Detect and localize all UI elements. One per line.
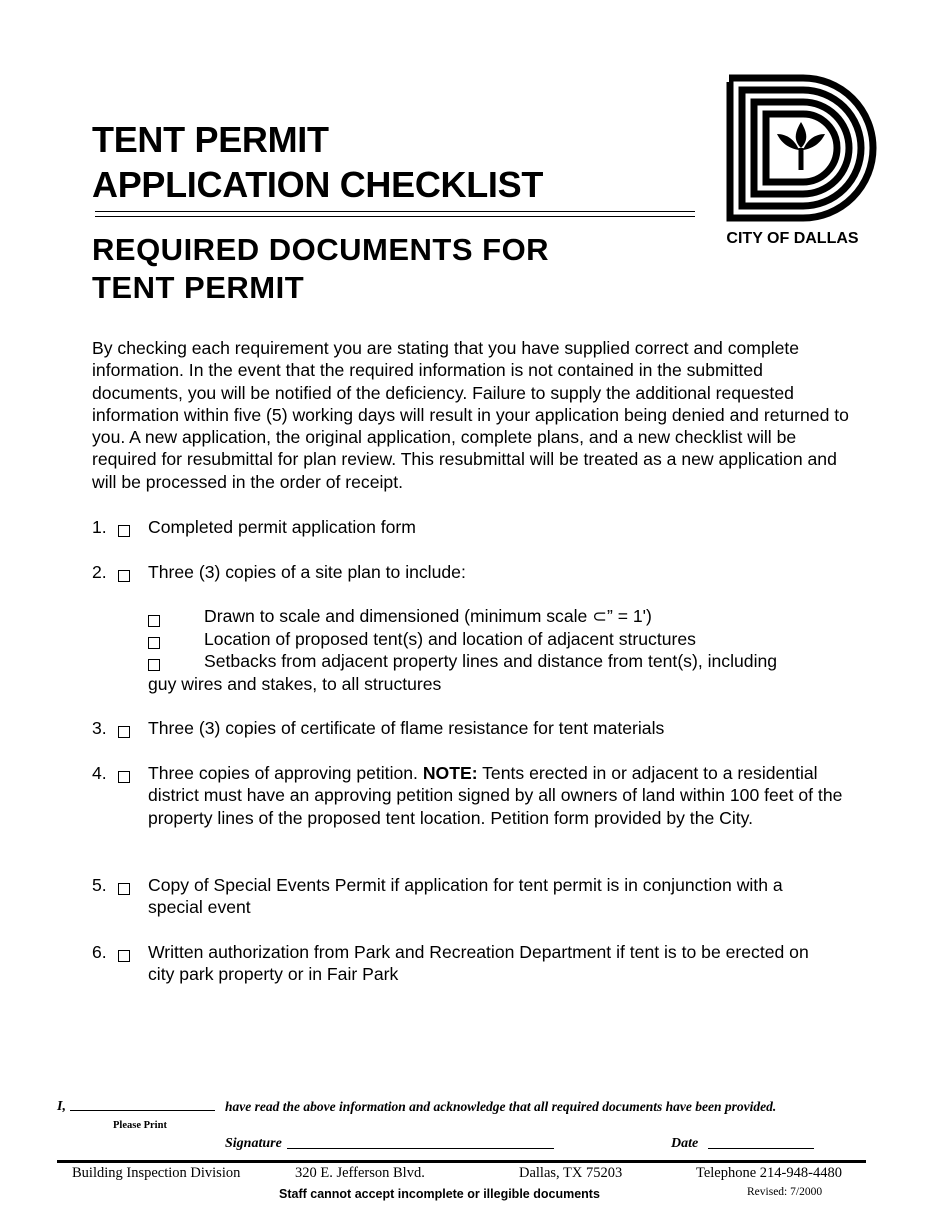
subtitle-line-2: TENT PERMIT xyxy=(92,270,305,305)
item-4-checkbox[interactable] xyxy=(118,771,130,783)
city-of-dallas-label: CITY OF DALLAS xyxy=(726,230,859,247)
item-6-text: Written authorization from Park and Recreation Department if tent is to be erected on city park property or in Fair Park xyxy=(148,942,809,985)
item-4-note-label: NOTE: xyxy=(422,763,478,783)
footer-telephone: Telephone 214-948-4480 xyxy=(696,1165,842,1181)
name-input-line[interactable] xyxy=(70,1110,215,1111)
title-line-1: TENT PERMIT xyxy=(92,119,329,160)
subitem-3-checkbox[interactable] xyxy=(148,659,160,671)
subitem-1-checkbox[interactable] xyxy=(148,615,160,627)
subitem-1-text: Drawn to scale and dimensioned (minimum scale ⊂” = 1') xyxy=(204,606,652,626)
dallas-logo-icon xyxy=(725,70,880,225)
subitem-3-continuation: guy wires and stakes, to all structures xyxy=(148,674,442,694)
signature-label: Signature xyxy=(225,1136,282,1151)
item-5-text: Copy of Special Events Permit if application for tent permit is in conjunction with a special event xyxy=(148,875,783,918)
footer-revised: Revised: 7/2000 xyxy=(747,1186,823,1198)
title-divider xyxy=(95,211,695,217)
item-3-checkbox[interactable] xyxy=(118,726,130,738)
item-4-number: 4. xyxy=(92,763,107,783)
date-label: Date xyxy=(671,1136,699,1151)
title-line-2: APPLICATION CHECKLIST xyxy=(92,164,544,205)
item-4-text-after: Tents erected in or adjacent to a residential district must have an approving petition signed by all owners of land within 100 feet of the property lines of the proposed tent location. Petition form provided by the City. xyxy=(148,763,843,828)
item-6-number: 6. xyxy=(92,942,107,962)
ack-prefix: I, xyxy=(57,1099,66,1114)
subitem-3-text: Setbacks from adjacent property lines and distance from tent(s), including xyxy=(204,651,778,671)
item-1-checkbox[interactable] xyxy=(118,525,130,537)
footer-address: 320 E. Jefferson Blvd. xyxy=(295,1165,425,1181)
item-1-text: Completed permit application form xyxy=(148,517,416,537)
footer-city-state: Dallas, TX 75203 xyxy=(519,1165,623,1181)
ack-statement: have read the above information and acknowledge that all required documents have been provided. xyxy=(225,1099,777,1114)
intro-paragraph: By checking each requirement you are stating that you have supplied correct and complete information. In the event that the required information is not contained in the submitted documents, you will be notified of the deficiency. Failure to supply the additional requested information within five (5) working days will result in your application being denied and returned to you. A new application, the original application, complete plans, and a new checklist will be required for resubmittal for plan review. This resubmittal will be treated as a new application and will be processed in the order of receipt. xyxy=(92,338,849,492)
date-input-line[interactable] xyxy=(708,1148,814,1149)
item-3-text: Three (3) copies of certificate of flame resistance for tent materials xyxy=(148,718,665,738)
item-1-number: 1. xyxy=(92,517,107,537)
footer-notice: Staff cannot accept incomplete or illegible documents xyxy=(279,1187,600,1201)
item-2-text: Three (3) copies of a site plan to include: xyxy=(148,562,466,582)
please-print-label: Please Print xyxy=(113,1120,167,1131)
subitem-2-checkbox[interactable] xyxy=(148,637,160,649)
signature-input-line[interactable] xyxy=(287,1148,554,1149)
item-3-number: 3. xyxy=(92,718,107,738)
subtitle-line-1: REQUIRED DOCUMENTS FOR xyxy=(92,232,550,267)
item-5-checkbox[interactable] xyxy=(118,883,130,895)
city-of-dallas-logo xyxy=(725,70,880,225)
item-2-checkbox[interactable] xyxy=(118,570,130,582)
footer-division: Building Inspection Division xyxy=(72,1165,241,1181)
item-4-text-before: Three copies of approving petition. xyxy=(148,763,423,783)
item-5-number: 5. xyxy=(92,875,107,895)
item-4-text xyxy=(148,762,843,829)
item-2-number: 2. xyxy=(92,562,107,582)
item-6-checkbox[interactable] xyxy=(118,950,130,962)
subitem-2-text: Location of proposed tent(s) and location of adjacent structures xyxy=(204,629,696,649)
footer-rule xyxy=(57,1160,866,1163)
